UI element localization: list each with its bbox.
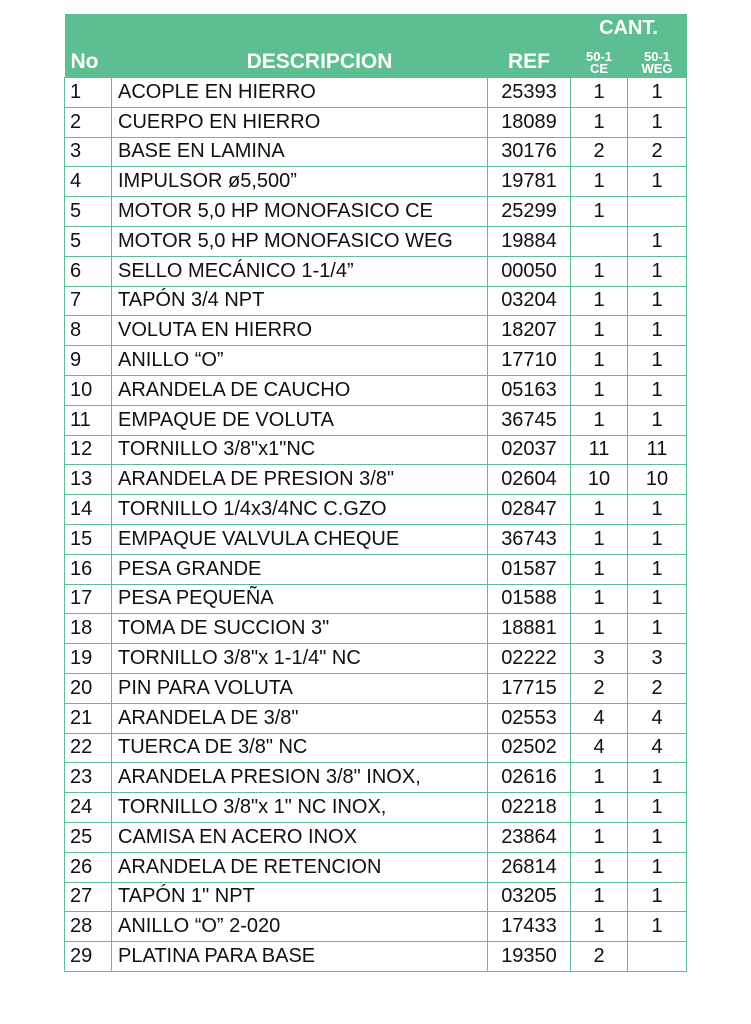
row-ref: 19884 xyxy=(488,226,571,256)
row-qty-ce: 1 xyxy=(571,197,628,227)
row-description: ACOPLE EN HIERRO xyxy=(112,78,488,108)
row-description: TAPÓN 3/4 NPT xyxy=(112,286,488,316)
row-number: 22 xyxy=(65,733,112,763)
row-description: BASE EN LAMINA xyxy=(112,137,488,167)
row-description: PESA PEQUEÑA xyxy=(112,584,488,614)
table-row xyxy=(65,495,687,525)
row-number: 5 xyxy=(65,197,112,227)
table-row xyxy=(65,703,687,733)
row-ref: 02037 xyxy=(488,435,571,465)
row-description: TAPÓN 1" NPT xyxy=(112,882,488,912)
row-ref: 02604 xyxy=(488,465,571,495)
header-cant: CANT. xyxy=(571,14,687,40)
table-row xyxy=(65,614,687,644)
table-row xyxy=(65,137,687,167)
row-qty-ce: 1 xyxy=(571,912,628,942)
row-number: 29 xyxy=(65,942,112,972)
row-description: PLATINA PARA BASE xyxy=(112,942,488,972)
row-qty-weg: 11 xyxy=(628,435,687,465)
row-number: 2 xyxy=(65,107,112,137)
row-qty-ce: 1 xyxy=(571,405,628,435)
table-row xyxy=(65,763,687,793)
row-description: MOTOR 5,0 HP MONOFASICO WEG xyxy=(112,226,488,256)
row-number: 1 xyxy=(65,78,112,108)
row-qty-ce: 2 xyxy=(571,942,628,972)
row-qty-weg xyxy=(628,942,687,972)
row-description: IMPULSOR ø5,500” xyxy=(112,167,488,197)
row-ref: 18207 xyxy=(488,316,571,346)
row-qty-ce: 1 xyxy=(571,614,628,644)
row-number: 11 xyxy=(65,405,112,435)
row-ref: 17710 xyxy=(488,346,571,376)
row-number: 26 xyxy=(65,852,112,882)
table-row xyxy=(65,286,687,316)
row-ref: 19781 xyxy=(488,167,571,197)
row-qty-ce: 1 xyxy=(571,793,628,823)
row-qty-ce: 3 xyxy=(571,644,628,674)
table-row xyxy=(65,405,687,435)
row-qty-ce: 1 xyxy=(571,852,628,882)
row-qty-ce: 2 xyxy=(571,137,628,167)
header-ref: REF xyxy=(488,14,571,78)
table-row xyxy=(65,942,687,972)
row-ref: 02553 xyxy=(488,703,571,733)
header-qty-ce-line1: 50-1 xyxy=(585,49,613,64)
row-qty-ce xyxy=(571,226,628,256)
row-qty-weg xyxy=(628,197,687,227)
table-row xyxy=(65,673,687,703)
table-row xyxy=(65,852,687,882)
row-number: 21 xyxy=(65,703,112,733)
row-ref: 02616 xyxy=(488,763,571,793)
row-qty-weg: 1 xyxy=(628,495,687,525)
table-row xyxy=(65,733,687,763)
row-description: CAMISA EN ACERO INOX xyxy=(112,822,488,852)
row-number: 7 xyxy=(65,286,112,316)
row-qty-weg: 10 xyxy=(628,465,687,495)
table-body xyxy=(65,78,687,972)
row-qty-ce: 1 xyxy=(571,346,628,376)
row-description: SELLO MECÁNICO 1-1/4” xyxy=(112,256,488,286)
header-qty-ce-line2: CE xyxy=(589,61,609,76)
row-description: ARANDELA DE RETENCION xyxy=(112,852,488,882)
row-description: PIN PARA VOLUTA xyxy=(112,673,488,703)
row-qty-weg: 2 xyxy=(628,673,687,703)
row-qty-ce: 1 xyxy=(571,822,628,852)
row-description: TORNILLO 1/4x3/4NC C.GZO xyxy=(112,495,488,525)
row-description: TORNILLO 3/8"x 1-1/4" NC xyxy=(112,644,488,674)
row-qty-weg: 1 xyxy=(628,852,687,882)
table-row xyxy=(65,107,687,137)
row-number: 13 xyxy=(65,465,112,495)
table-row xyxy=(65,882,687,912)
row-ref: 00050 xyxy=(488,256,571,286)
row-qty-weg: 1 xyxy=(628,554,687,584)
row-qty-ce: 1 xyxy=(571,554,628,584)
header-qty-ce xyxy=(571,40,628,78)
row-qty-ce: 1 xyxy=(571,763,628,793)
row-qty-weg: 1 xyxy=(628,763,687,793)
header-qty-weg xyxy=(628,40,687,78)
table-row xyxy=(65,822,687,852)
row-qty-ce: 1 xyxy=(571,107,628,137)
row-qty-ce: 1 xyxy=(571,375,628,405)
row-ref: 23864 xyxy=(488,822,571,852)
row-qty-weg: 1 xyxy=(628,793,687,823)
row-qty-weg: 1 xyxy=(628,256,687,286)
row-qty-weg: 1 xyxy=(628,584,687,614)
parts-list-table xyxy=(64,14,686,972)
table-row xyxy=(65,167,687,197)
row-ref: 17715 xyxy=(488,673,571,703)
row-number: 23 xyxy=(65,763,112,793)
row-number: 25 xyxy=(65,822,112,852)
row-number: 19 xyxy=(65,644,112,674)
row-ref: 03205 xyxy=(488,882,571,912)
row-number: 18 xyxy=(65,614,112,644)
row-ref: 17433 xyxy=(488,912,571,942)
table-row xyxy=(65,524,687,554)
row-number: 20 xyxy=(65,673,112,703)
row-description: ARANDELA DE CAUCHO xyxy=(112,375,488,405)
row-number: 5 xyxy=(65,226,112,256)
row-description: ARANDELA DE PRESION 3/8" xyxy=(112,465,488,495)
row-qty-weg: 1 xyxy=(628,167,687,197)
row-number: 10 xyxy=(65,375,112,405)
row-number: 28 xyxy=(65,912,112,942)
row-ref: 02847 xyxy=(488,495,571,525)
row-description: ANILLO “O” 2-020 xyxy=(112,912,488,942)
row-number: 15 xyxy=(65,524,112,554)
row-qty-ce: 11 xyxy=(571,435,628,465)
table-row xyxy=(65,78,687,108)
row-number: 14 xyxy=(65,495,112,525)
row-qty-weg: 1 xyxy=(628,912,687,942)
row-qty-ce: 4 xyxy=(571,703,628,733)
row-qty-weg: 1 xyxy=(628,107,687,137)
row-qty-weg: 1 xyxy=(628,822,687,852)
row-qty-ce: 1 xyxy=(571,78,628,108)
row-description: ARANDELA PRESION 3/8" INOX, xyxy=(112,763,488,793)
row-number: 8 xyxy=(65,316,112,346)
row-ref: 30176 xyxy=(488,137,571,167)
row-description: CUERPO EN HIERRO xyxy=(112,107,488,137)
row-qty-ce: 1 xyxy=(571,882,628,912)
row-ref: 02218 xyxy=(488,793,571,823)
row-qty-ce: 1 xyxy=(571,316,628,346)
header-qty-weg-line1: 50-1 xyxy=(643,49,671,64)
row-qty-ce: 4 xyxy=(571,733,628,763)
row-qty-weg: 2 xyxy=(628,137,687,167)
row-description: EMPAQUE DE VOLUTA xyxy=(112,405,488,435)
table-row xyxy=(65,554,687,584)
row-description: ARANDELA DE 3/8" xyxy=(112,703,488,733)
row-qty-weg: 4 xyxy=(628,703,687,733)
row-qty-weg: 1 xyxy=(628,882,687,912)
table-row xyxy=(65,375,687,405)
row-ref: 26814 xyxy=(488,852,571,882)
row-description: TUERCA DE 3/8" NC xyxy=(112,733,488,763)
row-number: 9 xyxy=(65,346,112,376)
row-qty-weg: 1 xyxy=(628,346,687,376)
row-qty-weg: 1 xyxy=(628,316,687,346)
row-ref: 02502 xyxy=(488,733,571,763)
row-ref: 01588 xyxy=(488,584,571,614)
row-ref: 05163 xyxy=(488,375,571,405)
table-row xyxy=(65,793,687,823)
row-ref: 03204 xyxy=(488,286,571,316)
row-qty-weg: 1 xyxy=(628,375,687,405)
row-number: 4 xyxy=(65,167,112,197)
row-description: EMPAQUE VALVULA CHEQUE xyxy=(112,524,488,554)
table-row xyxy=(65,316,687,346)
row-qty-weg: 1 xyxy=(628,226,687,256)
row-description: MOTOR 5,0 HP MONOFASICO CE xyxy=(112,197,488,227)
row-number: 6 xyxy=(65,256,112,286)
table-row xyxy=(65,435,687,465)
row-ref: 01587 xyxy=(488,554,571,584)
row-description: PESA GRANDE xyxy=(112,554,488,584)
row-description: ANILLO “O” xyxy=(112,346,488,376)
row-qty-ce: 1 xyxy=(571,524,628,554)
row-qty-ce: 1 xyxy=(571,256,628,286)
row-number: 24 xyxy=(65,793,112,823)
table-row xyxy=(65,584,687,614)
row-ref: 18089 xyxy=(488,107,571,137)
table-row xyxy=(65,912,687,942)
table-row xyxy=(65,197,687,227)
table-row xyxy=(65,644,687,674)
row-qty-ce: 1 xyxy=(571,584,628,614)
row-qty-weg: 1 xyxy=(628,524,687,554)
row-qty-ce: 1 xyxy=(571,495,628,525)
row-ref: 19350 xyxy=(488,942,571,972)
row-qty-weg: 4 xyxy=(628,733,687,763)
table-row xyxy=(65,256,687,286)
row-ref: 36745 xyxy=(488,405,571,435)
row-description: TORNILLO 3/8"x 1" NC INOX, xyxy=(112,793,488,823)
row-qty-weg: 3 xyxy=(628,644,687,674)
row-number: 3 xyxy=(65,137,112,167)
row-description: TORNILLO 3/8"x1"NC xyxy=(112,435,488,465)
header-qty-weg-line2: WEG xyxy=(641,61,673,76)
row-qty-ce: 1 xyxy=(571,167,628,197)
row-number: 12 xyxy=(65,435,112,465)
row-qty-weg: 1 xyxy=(628,614,687,644)
row-qty-weg: 1 xyxy=(628,286,687,316)
row-number: 27 xyxy=(65,882,112,912)
row-ref: 25299 xyxy=(488,197,571,227)
row-number: 17 xyxy=(65,584,112,614)
header-no: No xyxy=(65,14,112,78)
row-ref: 18881 xyxy=(488,614,571,644)
table-row xyxy=(65,346,687,376)
table-row xyxy=(65,226,687,256)
row-description: TOMA DE SUCCION 3" xyxy=(112,614,488,644)
row-description: VOLUTA EN HIERRO xyxy=(112,316,488,346)
row-ref: 36743 xyxy=(488,524,571,554)
table-header xyxy=(65,14,687,78)
row-ref: 02222 xyxy=(488,644,571,674)
row-qty-weg: 1 xyxy=(628,405,687,435)
row-ref: 25393 xyxy=(488,78,571,108)
header-description: DESCRIPCION xyxy=(112,14,488,78)
row-qty-ce: 10 xyxy=(571,465,628,495)
row-qty-weg: 1 xyxy=(628,78,687,108)
table-row xyxy=(65,465,687,495)
row-number: 16 xyxy=(65,554,112,584)
row-qty-ce: 2 xyxy=(571,673,628,703)
row-qty-ce: 1 xyxy=(571,286,628,316)
